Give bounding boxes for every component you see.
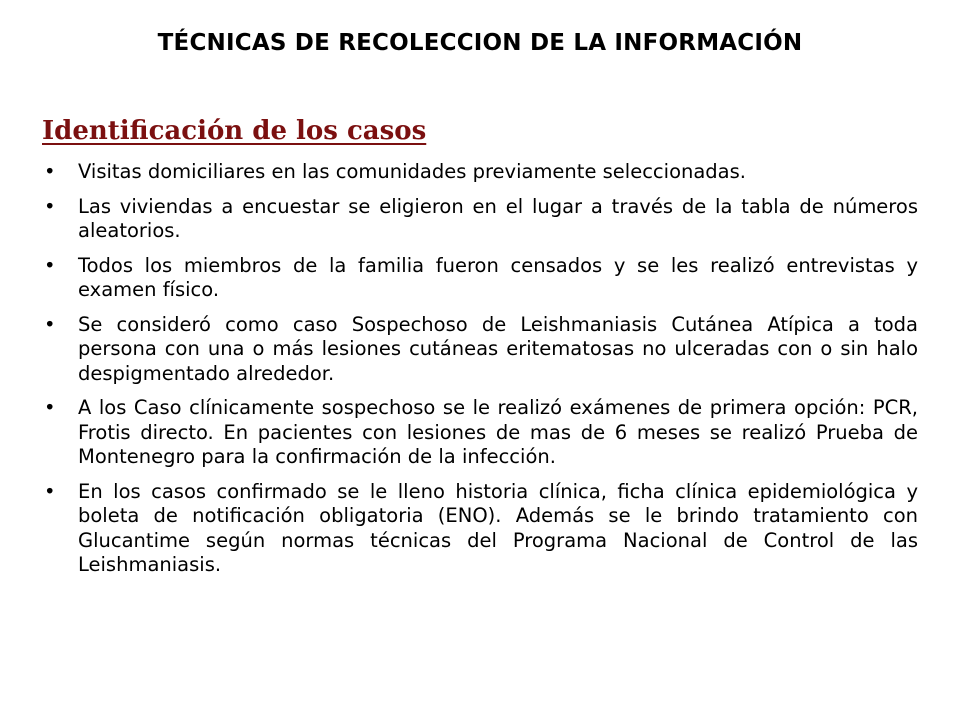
bullet-text: En los casos confirmado se le lleno historia clínica, ficha clínica epidemiológica y boleta de notificación obligatoria (ENO). Además se le brindo tratamiento con Glucantime según normas técnicas del Programa Nacional de Control de las Leishmaniasis. <box>78 479 918 576</box>
bullet-item <box>42 480 918 578</box>
section-heading: Identificación de los casos <box>42 116 427 146</box>
bullet-icon: • <box>44 312 56 336</box>
bullet-item <box>42 396 918 470</box>
bullet-text: Todos los miembros de la familia fueron censados y se les realizó entrevistas y examen físico. <box>78 253 918 301</box>
bullet-icon: • <box>44 479 56 503</box>
bullet-text: Visitas domiciliares en las comunidades previamente seleccionadas. <box>78 160 746 183</box>
bullet-icon: • <box>44 253 56 277</box>
bullet-item <box>42 195 918 244</box>
bullet-icon: • <box>44 396 56 419</box>
slide-title: TÉCNICAS DE RECOLECCION DE LA INFORMACIÓN <box>157 30 803 56</box>
bullet-text: Se consideró como caso Sospechoso de Leishmaniasis Cutánea Atípica a toda persona con una o más lesiones cutáneas eritematosas no ulceradas con o sin halo despigmentado alrededor. <box>78 312 918 385</box>
bullet-text: A los Caso clínicamente sospechoso se le realizó exámenes de primera opción: PCR, Frotis directo. En pacientes con lesiones de mas de 6 meses se realizó Prueba de Montenegro para la confirmación de la infección. <box>78 396 918 468</box>
bullet-icon: • <box>44 194 56 218</box>
bullet-item <box>42 313 918 387</box>
bullet-icon: • <box>44 160 56 183</box>
bullet-item <box>42 160 918 185</box>
bullet-item <box>42 254 918 303</box>
bullet-list <box>42 160 918 588</box>
bullet-text: Las viviendas a encuestar se eligieron en el lugar a través de la tabla de números aleatorios. <box>78 194 918 242</box>
